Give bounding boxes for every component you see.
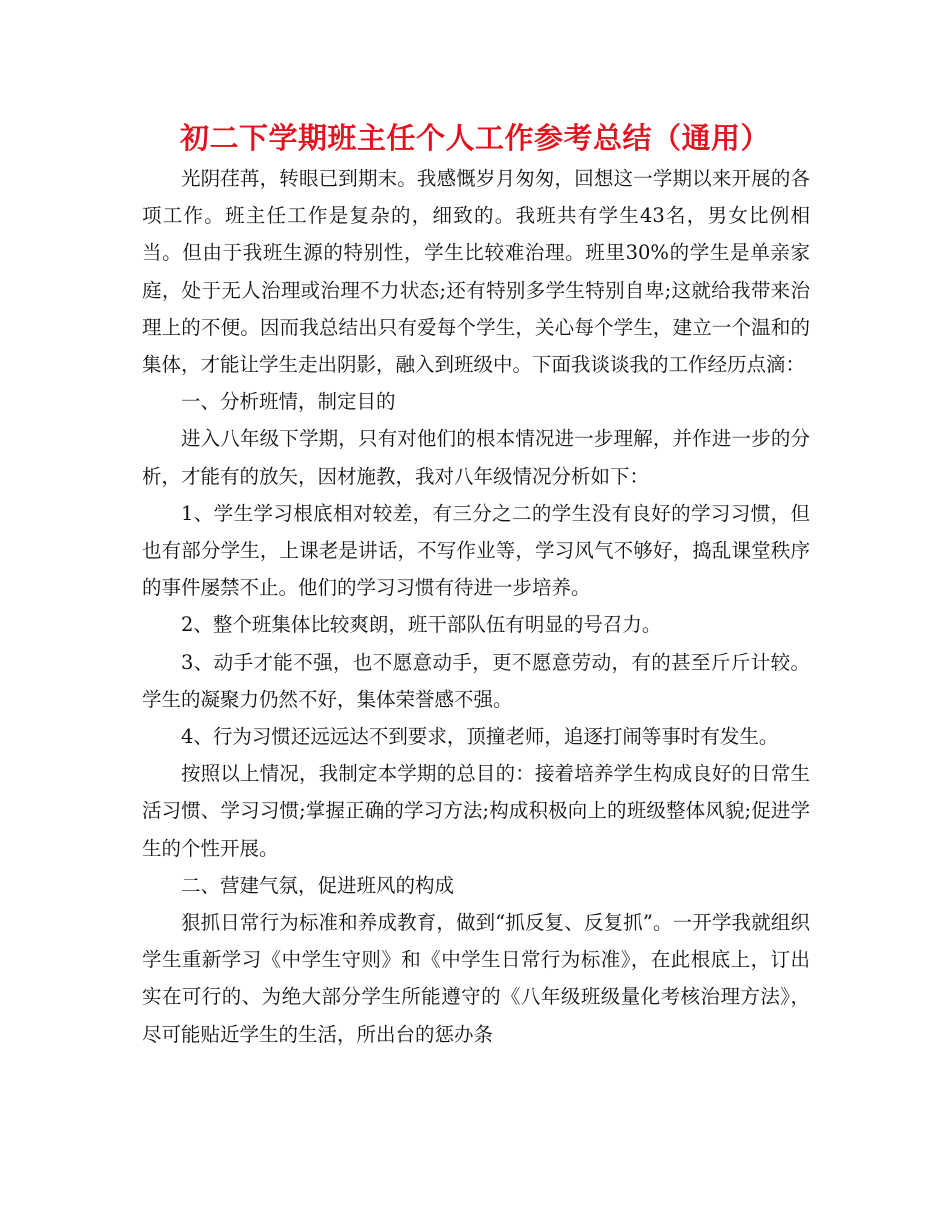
- section-heading-2: 二、营建气氛，促进班风的构成: [181, 873, 455, 897]
- list-item-1: 1、学生学习根底相对较差，有三分之二的学生没有良好的学习习惯，但也有部分学生，上课老是讲话，不写作业等，学习风气不够好，捣乱课堂秩序的事件屡禁不止。他们的学习习惯有待进一步培养。: [142, 501, 810, 600]
- list-item-2: 2、整个班集体比较爽朗，班干部队伍有明显的号召力。: [181, 613, 662, 637]
- paragraph-discipline: 狠抓日常行为标准和养成教育，做到“抓反复、反复抓”。一开学我就组织学生重新学习《中学生守则》和《中学生日常行为标准》，在此根底上，订出实在可行的、为绝大部分学生所能遵守的《八年级班级量化考核治理方法》，尽可能贴近学生的生活，所出台的惩办条: [142, 911, 810, 1046]
- section-heading-1: 一、分析班情，制定目的: [181, 390, 396, 414]
- paragraph-class-analysis: 进入八年级下学期，只有对他们的根本情况进一步理解，并作进一步的分析，才能有的放矢，因材施教，我对八年级情况分析如下：: [142, 427, 810, 488]
- paragraph-goals: 按照以上情况，我制定本学期的总目的：接着培养学生构成良好的日常生活习惯、学习习惯;掌握正确的学习方法;构成积极向上的班级整体风貌;促进学生的个性开展。: [142, 762, 810, 860]
- list-item-4: 4、行为习惯还远远达不到要求，顶撞老师，追逐打闹等事时有发生。: [181, 725, 779, 749]
- list-item-3: 3、动手才能不强，也不愿意动手，更不愿意劳动，有的甚至斤斤计较。学生的凝聚力仍然不好，集体荣誉感不强。: [142, 650, 810, 711]
- paragraph-intro: 光阴荏苒，转眼已到期末。我感慨岁月匆匆，回想这一学期以来开展的各项工作。班主任工作是复杂的，细致的。我班共有学生43名，男女比例相当。但由于我班生源的特别性，学生比较难治理。班里30%的学生是单亲家庭，处于无人治理或治理不力状态;还有特别多学生特别自卑;这就给我带来治理上的不便。因而我总结出只有爱每个学生，关心每个学生，建立一个温和的集体，才能让学生走出阴影，融入到班级中。下面我谈谈我的工作经历点滴：: [142, 167, 810, 377]
- document-title: 初二下学期班主任个人工作参考总结（通用）: [179, 121, 770, 155]
- document-body: [142, 160, 810, 1053]
